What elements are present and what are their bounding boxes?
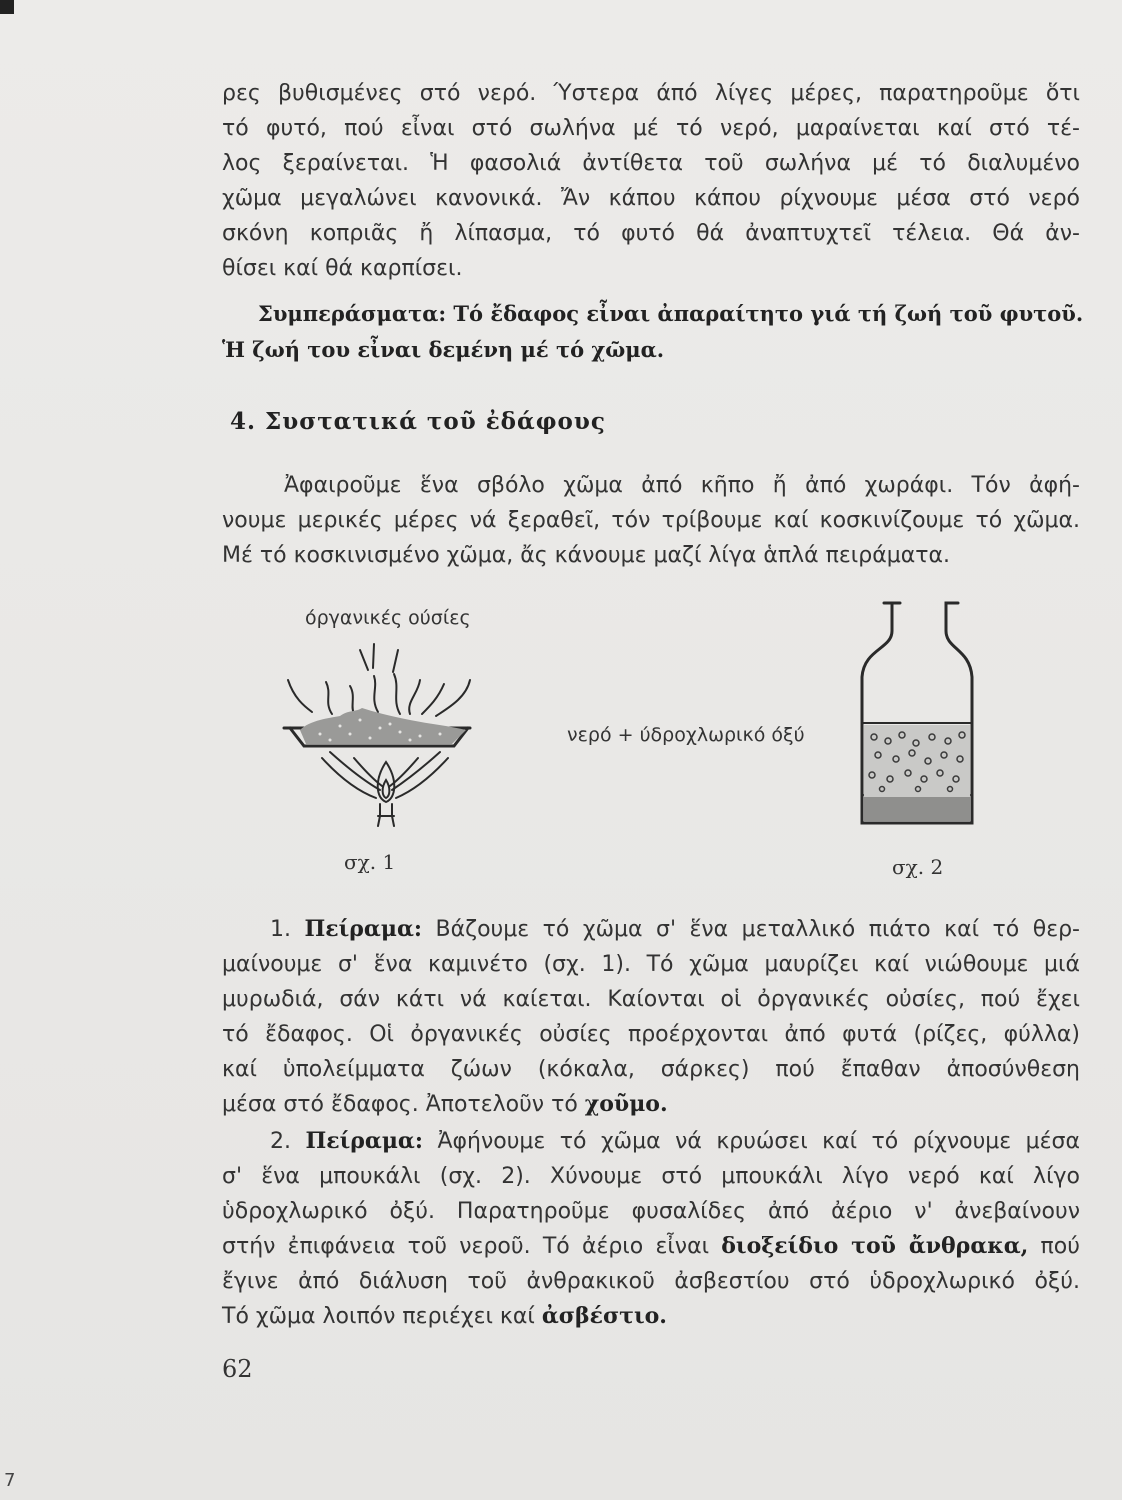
text-line: τό ἔδαφος. Οἱ ὀργανικές οὐσίες προέρχονται ἀπό φυτά (ρίζες, φύλλα) bbox=[222, 1022, 1080, 1047]
heat-wave bbox=[396, 758, 448, 798]
fig1-caption: σχ. 1 bbox=[344, 850, 396, 874]
text-line bbox=[222, 1124, 1080, 1159]
text-line bbox=[222, 1229, 1080, 1264]
fume-line bbox=[288, 680, 312, 712]
fume-line bbox=[436, 680, 470, 716]
fume-line bbox=[350, 686, 354, 714]
text-line: σκόνη κοπριᾶς ἤ λίπασμα, τό φυτό θά ἀναπτυχτεῖ τέλεια. Θά ἀν- bbox=[222, 221, 1080, 246]
fume-line bbox=[373, 644, 374, 668]
text-line: ἔγινε ἀπό διάλυση τοῦ ἀνθρακικοῦ ἀσβεστίου στό ὑδροχλωρικό ὀξύ. bbox=[222, 1269, 1080, 1294]
section-title: 4. Συστατικά τοῦ ἐδάφους bbox=[230, 408, 606, 435]
fume-line bbox=[409, 680, 420, 714]
fume-line bbox=[326, 682, 332, 714]
text-span: Ἀφήνουμε τό χῶμα νά κρυώσει καί τό ρίχνουμε μέσα bbox=[422, 1129, 1080, 1154]
heat-wave bbox=[392, 752, 440, 790]
heat-wave bbox=[322, 758, 376, 798]
text-line bbox=[222, 912, 1080, 947]
fume-line bbox=[393, 650, 398, 672]
text-span: στήν ἐπιφάνεια τοῦ νεροῦ. Τό ἀέριο εἶναι bbox=[222, 1234, 722, 1259]
text-line: ὑδροχλωρικό ὀξύ. Παρατηροῦμε φυσαλίδες ἀπό ἀέριο ν' ἀνεβαίνουν bbox=[222, 1199, 1080, 1224]
term-humus: χοῦμο. bbox=[584, 1091, 668, 1117]
text-line: καί ὑπολείμματα ζώων (κόκαλα, σάρκες) πού ἔπαθαν ἀποσύνθεση bbox=[222, 1057, 1080, 1082]
conclusion-block bbox=[222, 296, 1084, 368]
term-calcium: ἀσβέστιο. bbox=[541, 1303, 667, 1329]
text-line: χῶμα μεγαλώνει κανονικά. Ἄν κάπου κάπου ρίχνουμε μέσα στό νερό bbox=[222, 186, 1080, 211]
burner-stand bbox=[378, 816, 394, 826]
conclusion-line: Συμπεράσματα: Τό ἔδαφος εἶναι ἀπαραίτητο γιά τή ζωή τοῦ φυτοῦ. bbox=[258, 301, 1084, 326]
fume-line bbox=[374, 676, 378, 712]
fume-line bbox=[394, 674, 400, 714]
experiment-label: Πείραμα: bbox=[304, 916, 423, 942]
text-line: νουμε μερικές μέρες νά ξεραθεῖ, τόν τρίβουμε καί κοσκινίζουμε τό χῶμα. bbox=[222, 508, 1080, 533]
experiment-1-paragraph bbox=[222, 912, 1080, 1122]
text-span: μέσα στό ἔδαφος. Ἀποτελοῦν τό bbox=[222, 1092, 585, 1117]
text-line: τό φυτό, πού εἶναι στό σωλήνα μέ τό νερό, μαραίνεται καί στό τέ- bbox=[222, 116, 1080, 141]
fume-line bbox=[422, 684, 444, 714]
page-number: 62 bbox=[222, 1355, 253, 1383]
text-line: Ἀφαιροῦμε ἕνα σβόλο χῶμα ἀπό κῆπο ἤ ἀπό χωράφι. Τόν ἀφή- bbox=[284, 473, 1080, 498]
section-intro-paragraph bbox=[222, 468, 1080, 573]
burner-nozzle bbox=[380, 804, 392, 816]
fume-line bbox=[360, 650, 368, 670]
text-line: σ' ἕνα μπουκάλι (σχ. 2). Χύνουμε στό μπουκάλι λίγο νερό καί λίγο bbox=[222, 1164, 1080, 1189]
experiment-number: 1. bbox=[270, 917, 305, 942]
figure-2-bottle bbox=[850, 595, 990, 835]
experiment-number: 2. bbox=[270, 1129, 306, 1154]
text-line: μαίνουμε σ' ἕνα καμινέτο (σχ. 1). Τό χῶμα μαυρίζει καί νιώθουμε μιά bbox=[222, 952, 1080, 977]
text-line bbox=[222, 1299, 1080, 1334]
figure-1-heating-dish bbox=[270, 640, 510, 850]
text-line: ρες βυθισμένες στό νερό. Ύστερα άπό λίγες μέρες, παρατηροῦμε ὅτι bbox=[222, 81, 1080, 106]
term-carbon-dioxide: διοξείδιο τοῦ ἄνθρακα, bbox=[721, 1233, 1029, 1259]
scan-corner-mark bbox=[0, 0, 14, 14]
text-line: Μέ τό κοσκινισμένο χῶμα, ἄς κάνουμε μαζί λίγα ἁπλά πειράματα. bbox=[222, 543, 950, 568]
fig1-label: όργανικές ούσίες bbox=[305, 607, 471, 629]
fig2-caption: σχ. 2 bbox=[892, 855, 944, 879]
experiment-label: Πείραμα: bbox=[305, 1128, 423, 1154]
soil-sediment bbox=[864, 797, 970, 821]
text-span: Βάζουμε τό χῶμα σ' ἕνα μεταλλικό πιάτο καί τό θερ- bbox=[422, 917, 1080, 942]
experiment-2-paragraph bbox=[222, 1124, 1080, 1334]
intro-paragraph bbox=[222, 76, 1080, 286]
text-span: πού bbox=[1028, 1234, 1080, 1259]
flame bbox=[378, 762, 395, 802]
text-line: λος ξεραίνεται. Ἡ φασολιά ἀντίθετα τοῦ σωλήνα μέ τό διαλυμένο bbox=[222, 151, 1080, 176]
fig2-label: νερό + ύδροχλωρικό όξύ bbox=[567, 724, 805, 746]
text-line: μυρωδιά, σάν κάτι νά καίεται. Καίονται οἱ ὀργανικές οὐσίες, πού ἔχει bbox=[222, 987, 1080, 1012]
flame-core bbox=[383, 780, 390, 798]
text-line: θίσει καί θά καρπίσει. bbox=[222, 256, 463, 281]
text-line bbox=[222, 1087, 1080, 1122]
edge-mark: 7 bbox=[4, 1470, 16, 1491]
text-span: Τό χῶμα λοιπόν περιέχει καί bbox=[222, 1304, 542, 1329]
conclusion-line: Ἡ ζωή του εἶναι δεμένη μέ τό χῶμα. bbox=[222, 337, 665, 362]
